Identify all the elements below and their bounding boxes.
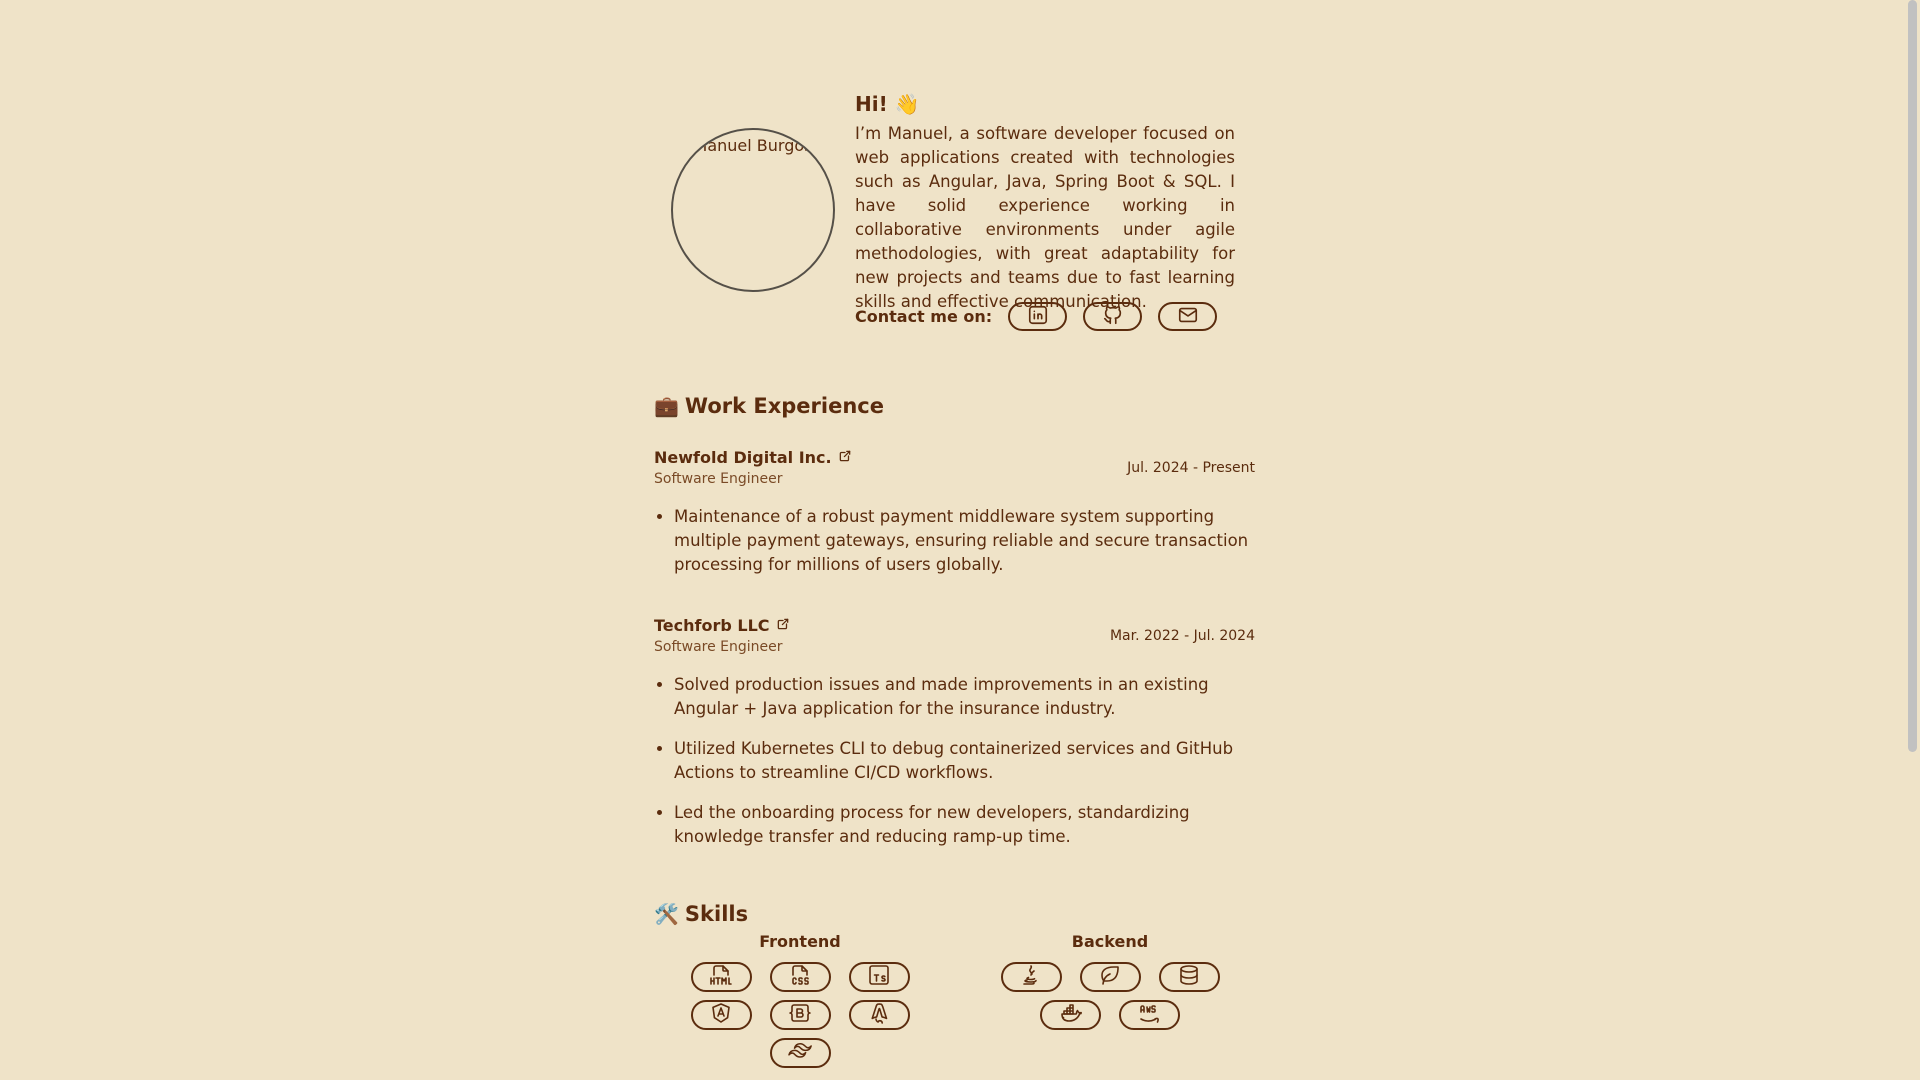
backend-skills [995, 932, 1225, 1038]
list-item: • Utilized Kubernetes CLI to debug containerized services and GitHub Actions to streamline CI/CD workflows. [674, 737, 1255, 785]
skill-spring[interactable] [1080, 962, 1141, 992]
avatar-alt-text: Manuel Burgos [693, 136, 813, 155]
contact-row [855, 302, 1233, 331]
angular-icon [709, 1001, 733, 1029]
company-name: Newfold Digital Inc. [654, 448, 832, 467]
skill-css[interactable] [770, 962, 831, 992]
aws-icon [1138, 1001, 1162, 1029]
briefcase-icon: 💼 [654, 394, 679, 418]
company-link[interactable] [654, 448, 852, 467]
frontend-title: Frontend [759, 932, 841, 951]
skill-database[interactable] [1159, 962, 1220, 992]
mail-icon [1177, 304, 1199, 330]
list-item: • Maintenance of a robust payment middleware system supporting multiple payment gateways, ensuring reliable and secure transaction processing for millions of users globally. [674, 505, 1255, 577]
skills-heading [654, 902, 748, 926]
contact-label: Contact me on: [855, 307, 993, 326]
linkedin-button[interactable] [1008, 302, 1067, 331]
job-entry [654, 616, 1255, 865]
external-link-icon [776, 616, 790, 635]
external-link-icon [838, 448, 852, 467]
database-icon [1177, 963, 1201, 991]
section-title-text: Skills [684, 902, 749, 926]
skill-astro[interactable] [849, 1000, 910, 1030]
job-bullets [654, 505, 1255, 577]
backend-title: Backend [1071, 932, 1149, 951]
scrollbar[interactable] [1905, 0, 1920, 1080]
job-entry [654, 448, 1255, 593]
github-button[interactable] [1083, 302, 1142, 331]
company-link[interactable] [654, 616, 790, 635]
astro-icon [867, 1001, 891, 1029]
skill-docker[interactable] [1040, 1000, 1101, 1030]
skill-java[interactable] [1001, 962, 1062, 992]
linkedin-icon [1027, 304, 1049, 330]
tools-icon: 🛠️ [654, 902, 679, 926]
skill-angular[interactable] [691, 1000, 752, 1030]
avatar [671, 128, 835, 292]
frontend-skills [685, 932, 915, 1076]
email-button[interactable] [1158, 302, 1217, 331]
job-dates: Mar. 2022 - Jul. 2024 [1109, 627, 1255, 644]
section-title-text: Work Experience [684, 394, 884, 418]
greeting: Hi! 👋 [855, 92, 920, 116]
list-item: • Solved production issues and made improvements in an existing Angular + Java application for the insurance industry. [674, 673, 1255, 721]
work-experience-heading [654, 394, 884, 418]
job-role: Software Engineer [654, 639, 783, 655]
typescript-icon [867, 963, 891, 991]
github-icon [1102, 304, 1124, 330]
tailwind-icon [788, 1039, 812, 1067]
company-name: Techforb LLC [654, 616, 770, 635]
spring-icon [1098, 963, 1122, 991]
css-icon [788, 963, 812, 991]
java-icon [1019, 963, 1043, 991]
job-bullets [654, 673, 1255, 849]
list-item: • Led the onboarding process for new developers, standardizing knowledge transfer and reducing ramp-up time. [674, 801, 1255, 849]
docker-icon [1059, 1001, 1083, 1029]
scrollbar-thumb[interactable] [1908, 0, 1917, 752]
skill-tailwind[interactable] [770, 1038, 831, 1068]
skill-html[interactable] [691, 962, 752, 992]
bootstrap-icon [788, 1001, 812, 1029]
html-icon [709, 963, 733, 991]
job-role: Software Engineer [654, 471, 783, 487]
bio-text: I’m Manuel, a software developer focused on web applications created with technologies such as Angular, Java, Spring Boot & SQL. I have solid experience working in collaborative environments under agile methodologies, with great adaptability for new projects and teams due to fast learning skills and effective communication. [855, 124, 1235, 311]
header-band [640, 0, 1260, 55]
intro-section [855, 90, 1235, 314]
skill-aws[interactable] [1119, 1000, 1180, 1030]
skill-bootstrap[interactable] [770, 1000, 831, 1030]
skill-typescript[interactable] [849, 962, 910, 992]
job-dates: Jul. 2024 - Present [1127, 459, 1255, 476]
